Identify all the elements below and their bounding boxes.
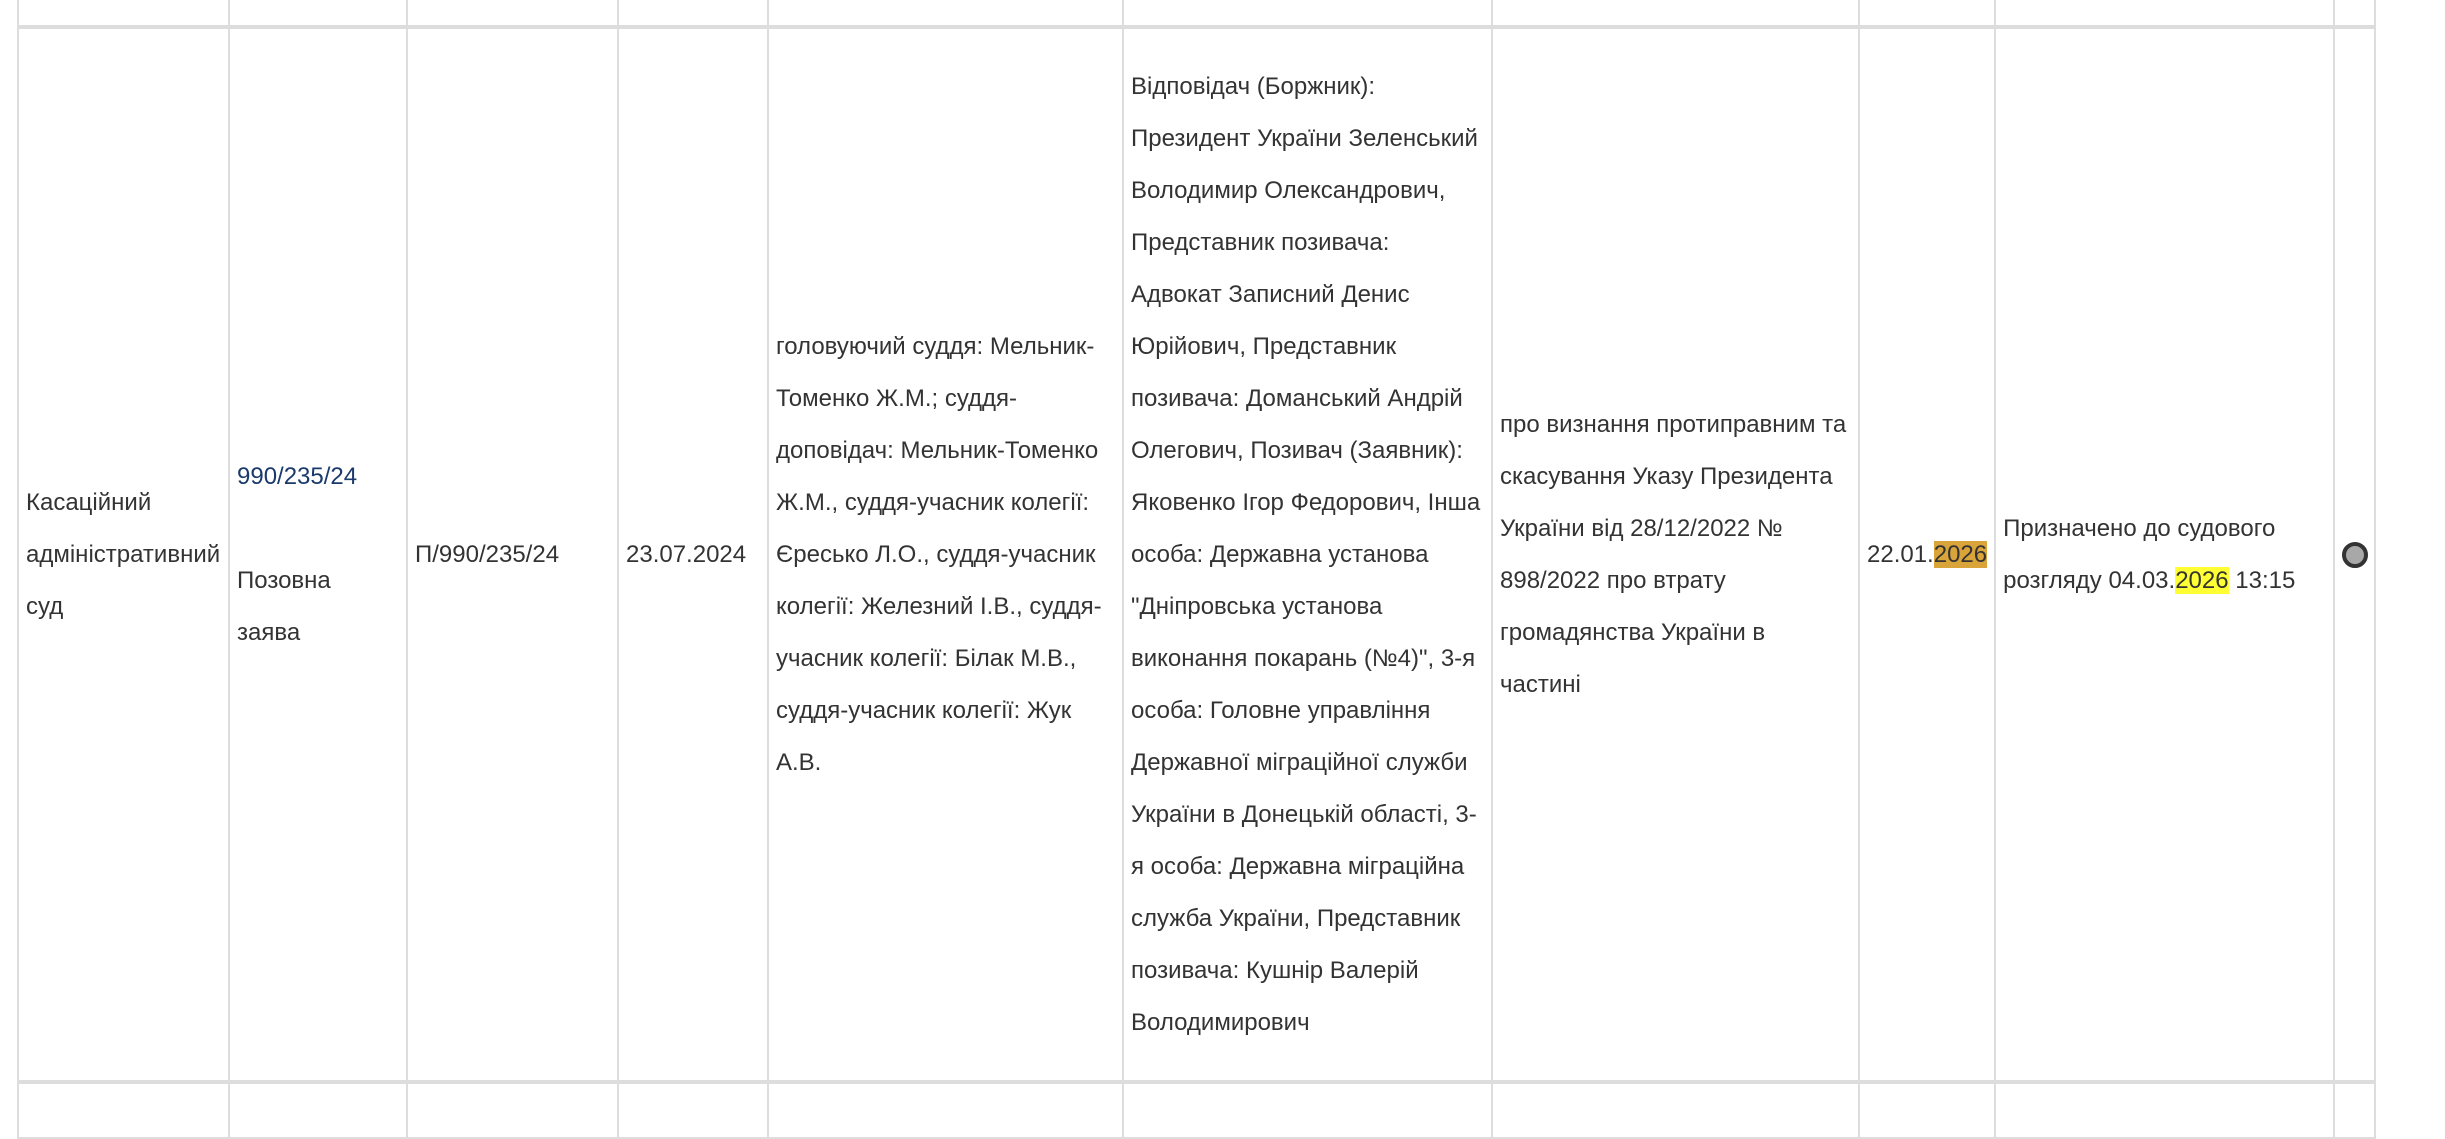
table-row-next xyxy=(18,1082,2375,1138)
status-cell xyxy=(1995,27,2334,1082)
registration-date: 23.07.2024 xyxy=(626,540,747,568)
status-suffix: 13:15 xyxy=(2228,566,2296,594)
parties: Відповідач (Боржник): Президент України Зеленський Володимир Олександрович, Представник позивача: Адвокат Записний Денис Юрійович, Представник позивача: Доманський Андрій Олегович, Позивач (Заявник): Яковенко Ігор Федорович, Інша особа: Державна установа "Дніпровська установа виконання покарань (№4)", 3-я особа: Головне управління Державної міграційної служби України в Донецькій області, 3-я особа: Державна міграційна служба України, Представник позивача: Кушнір Валерій Володимирович xyxy=(1131,72,1481,1036)
date-highlight: 2026 xyxy=(1933,540,1988,568)
cases-table xyxy=(17,0,2376,1139)
status-prefix: Призначено до судового розгляду 04.03. xyxy=(2003,514,2276,594)
table-row xyxy=(18,27,2375,1082)
date-prefix: 22.01. xyxy=(1867,540,1934,568)
case-cell xyxy=(229,27,407,1082)
status-highlight: 2026 xyxy=(2175,566,2229,594)
parties-cell xyxy=(1123,27,1492,1082)
court-cell xyxy=(18,27,229,1082)
proceeding-cell xyxy=(407,27,618,1082)
court-name: Касаційний адміністративний суд xyxy=(26,488,221,620)
marker-cell xyxy=(2334,27,2375,1082)
doc-type: Позовна заява xyxy=(237,566,331,646)
date-cell xyxy=(1859,27,1995,1082)
judges-cell xyxy=(768,27,1123,1082)
subject-cell xyxy=(1492,27,1859,1082)
proceeding-number: П/990/235/24 xyxy=(415,540,560,568)
radio-circle-icon[interactable] xyxy=(2342,542,2368,568)
judges: головуючий суддя: Мельник-Томенко Ж.М.; суддя-доповідач: Мельник-Томенко Ж.М., суддя-учасник колегії: Єресько Л.О., суддя-учасник колегії: Железний І.В., суддя-учасник колегії: Білак М.В., суддя-учасник колегії: Жук А.В. xyxy=(776,332,1102,776)
case-number-link[interactable]: 990/235/24 xyxy=(237,462,358,490)
subject: про визнання протиправним та скасування Указу Президента України від 28/12/2022 № 898/2022 про втрату громадянства України в частині xyxy=(1500,410,1847,698)
table-row-previous xyxy=(18,0,2375,27)
registration-date-cell xyxy=(618,27,768,1082)
